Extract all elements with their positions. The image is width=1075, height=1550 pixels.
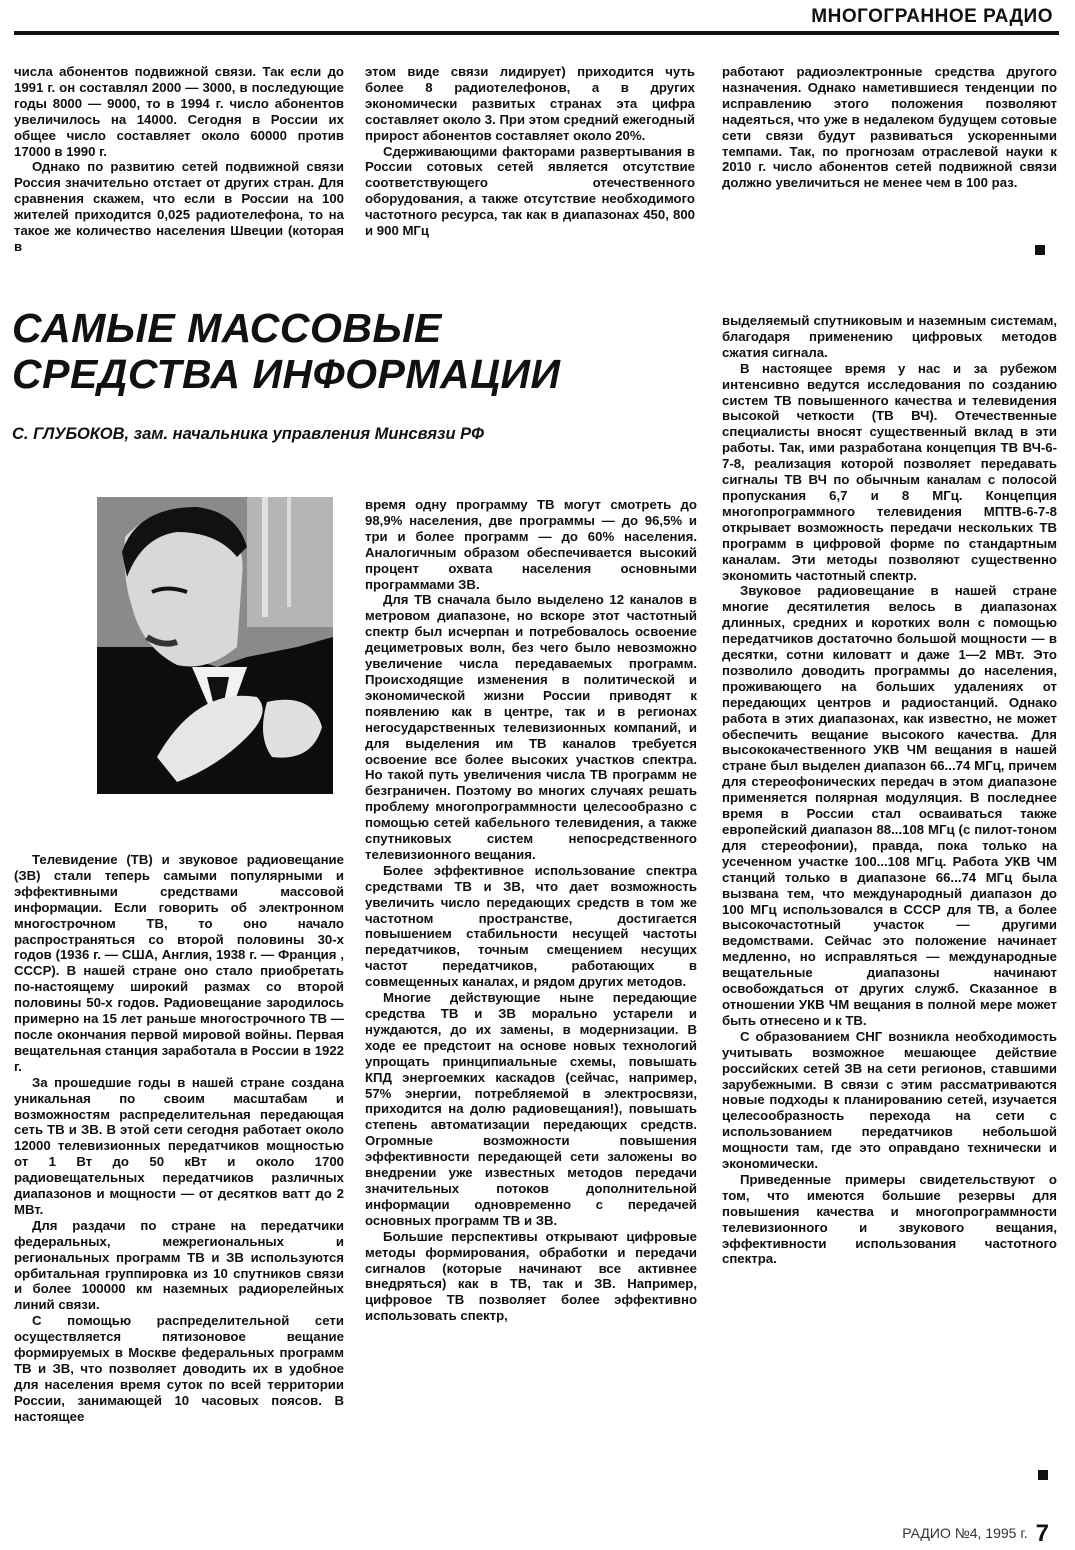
paragraph: В настоящее время у нас и за рубежом интенсивно ведутся исследования по созданию систем ТВ повышенного качества и телевидения высокой четкости (ТВ ВЧ). Отечественные специалисты вносят существенный вклад в эти работы. Так, ими разработана концепция ТВ ВЧ-6-7-8, реализация которой позволяет передавать сигналы ТВ ВЧ по обычным каналам с полосой пропускания 6,7 и 8 МГц. Концепция многопрограммного телевидения МПТВ-6-7-8 открывает возможность передачи нескольких ТВ программ в цифровой форме по стандартным каналам. Эти методы позволяют существенно экономить частотный спектр. (722, 360, 1057, 583)
page-footer (902, 1520, 1049, 1548)
paragraph: время одну программу ТВ могут смотреть до 98,9% населения, две программы — до 96,5% и три и более программ — до 60% населения. Аналогичным образом обеспечивается высокий процент охвата населения основными программами ЗВ. (365, 497, 697, 592)
paragraph: выделяемый спутниковым и наземным системам, благодаря применению цифровых методов сжатия сигнала. (722, 313, 1057, 360)
paragraph: этом виде связи лидирует) приходится чуть более 8 радиотелефонов, а в других экономически развитых странах эта цифра составляет около 3. При этом средний ежегодный прирост абонентов составляет около 20%. (365, 64, 695, 143)
article-column-2 (365, 497, 697, 1324)
paragraph: Телевидение (ТВ) и звуковое радиовещание (ЗВ) стали теперь самыми популярными и эффективными средствами массовой информации. Если говорить об электронном многострочном ТВ, то оно начало распространяться со второй половины 30-х годов (1936 г. — США, Англия, 1938 г. — Франция , СССР). В нашей стране оно стало приобретать по-настоящему широкий размах со второй половины 50-х годов. Радиовещание зародилось примерно на 15 лет раньше многострочного ТВ — после окончания первой мировой войны. Первая вещательная станция заработала в России в 1922 г. (14, 852, 344, 1074)
paragraph: Многие действующие ныне передающие средства ТВ и ЗВ морально устарели и нуждаются, до их замены, в модернизации. В ходе ее предстоит на основе новых технологий упрощать принципиальные схемы, повышать КПД энергоемких каскадов (сейчас, например, 57% энергии, потребляемой в электросвязи, приходится на долю радиовещания!), повышать степень автоматизации передающих средств. Огромные возможности повышения эффективности передающей сети заложены во внедрении уже известных методов передачи значительных потоков дополнительной информации одновременно с передачей основных программ ТВ и ЗВ. (365, 990, 697, 1228)
paragraph: Сдерживающими факторами развертывания в России сотовых сетей является отсутствие соответствующего отечественного оборудования, а также отсутствие необходимого частотного ресурса, так как в диапазонах 450, 800 и 900 МГц (365, 143, 695, 239)
paragraph: Для ТВ сначала было выделено 12 каналов в метровом диапазоне, но вскоре этот частотный спектр был исчерпан и потребовалось освоение дециметровых волн, без чего было невозможно увеличение числа передаваемых программ. Происходящие изменения в политической и экономической жизни России приводят к появлению как в центре, так и в регионах негосударственных телевизионных компаний, и для выделения им ТВ каналов требуется освоение все более высоких участков спектра. Но такой путь увеличения числа ТВ программ не безграничен. Поэтому во многих случаях решать проблему многопрограммности целесообразно с помощью сетей кабельного телевидения, а также спутниковых систем непосредственного телевизионного вещания. (365, 592, 697, 862)
top-column-3 (722, 64, 1057, 191)
page-number: 7 (1035, 1520, 1049, 1547)
end-of-article-mark (1035, 245, 1045, 255)
paragraph: Приведенные примеры свидетельствуют о том, что имеются большие резервы для повышения качества и многопрограммности телевизионного и звукового вещания, эффективности использования частотного спектра. (722, 1171, 1057, 1267)
paragraph: работают радиоэлектронные средства другого назначения. Однако наметившиеся тенденции по исправлению этого положения позволяют надеяться, что уже в недалеком будущем сотовые сети связи будут развиваться ускоренными темпами. Так, по прогнозам отраслевой науки к 2010 г. число абонентов сетей подвижной связи должно увеличиться не менее чем в 100 раз. (722, 64, 1057, 191)
article-column-1 (14, 852, 344, 1425)
byline (12, 425, 484, 444)
end-of-article-mark (1038, 1470, 1048, 1480)
paragraph: За прошедшие годы в нашей стране создана уникальная по своим масштабам и возможностям распределительная передающая сеть ТВ и ЗВ. В этой сети сегодня работает около 12000 телевизионных передатчиков мощностью от 1 Вт до 50 кВт и около 1700 радиовещательных передатчиков различных диапазонов и мощности — от десятков ватт до 2 МВт. (14, 1074, 344, 1217)
headline-line: СРЕДСТВА ИНФОРМАЦИИ (12, 351, 561, 397)
top-column-2 (365, 64, 695, 239)
portrait-image (97, 497, 333, 794)
article-column-3 (722, 313, 1057, 1267)
article-headline (12, 305, 561, 397)
paragraph: Для раздачи по стране на передатчики федеральных, межрегиональных и региональных программ ТВ и ЗВ используются орбитальная группировка из 10 спутников связи и более 100000 км наземных радиорелейных линий связи. (14, 1217, 344, 1313)
paragraph: числа абонентов подвижной связи. Так если до 1991 г. он составлял 2000 — 3000, в последующие годы 8000 — 9000, то в 1994 г. число абонентов увеличилось на 14000. Сегодня в России их общее число составляет около 60000 против 17000 в 1990 г. (14, 64, 344, 159)
paragraph: Более эффективное использование спектра средствами ТВ и ЗВ, что дает возможность увеличить число передающих средств в том же частотном пространстве, достигается повышением стабильности несущей частоты передатчиков, точным смещением несущих частот передатчиков, работающих в совмещенных каналах, и рядом других методов. (365, 862, 697, 990)
header-rule (14, 31, 1059, 35)
issue-label: РАДИО №4, 1995 г. (902, 1525, 1028, 1541)
author-photo (97, 497, 333, 794)
paragraph: Звуковое радиовещание в нашей стране многие десятилетия велось в диапазонах длинных, средних и коротких волн с помощью передатчиков достаточно большой мощности — в десятки, сотни киловатт и даже 1—2 МВт. Это позволило доводить программы до населения, проживающего на больших удалениях от передающих центров и радиостанций. Однако работа в этих диапазонах, как известно, не может обеспечить вещание высокого качества. Для высококачественного УКВ ЧМ вещания в нашей стране был выделен диапазон 66...74 МГц, причем для стереофонических передач в этом диапазоне применяется полярная модуляция. В последнее время в России стал осваиваться также европейский диапазон 88...108 МГц (с пилот-тоном для стереофонии), правда, пока только на усеченном участке 100...108 МГц. Работа УКВ ЧМ станций только в диапазоне 66...74 МГц была вызвана тем, что международный диапазон до 100 МГц использовался в СССР для ТВ, а более высокочастотный участок — другими ведомствами. Сейчас это положение начинает медленно, но исправляться — международные вещательные диапазоны начинают освобождаться от других служб. Сказанное в отношении УКВ ЧМ вещания в полной мере может быть отнесено и к ТВ. (722, 583, 1057, 1028)
paragraph: С образованием СНГ возникла необходимость учитывать возможное мешающее действие российских сетей ЗВ на сети регионов, ставшими зарубежными. В связи с этим рассматриваются новые подходы к планированию сетей, изучается целесообразность перехода на сети с использованием передатчиков небольшой мощности там, где это оправдано технически и экономически. (722, 1028, 1057, 1172)
top-column-1 (14, 64, 344, 255)
paragraph: С помощью распределительной сети осуществляется пятизоновое вещание формируемых в Москве федеральных программ ТВ и ЗВ, что позволяет доводить их в удобное для населения время суток по всей территории России, занимающей 10 часовых поясов. В настоящее (14, 1313, 344, 1424)
author-role: зам. начальника управления Минсвязи РФ (133, 425, 485, 443)
paragraph: Однако по развитию сетей подвижной связи Россия значительно отстает от других стран. Для сравнения скажем, что если в России на 100 жителей приходится 0,025 радиотелефона, то на такое же количество населения Швеции (которая в (14, 159, 344, 254)
paragraph: Большие перспективы открывают цифровые методы формирования, обработки и передачи сигналов (которые начинают все активнее внедряться) как в ТВ, так и ЗВ. Например, цифровое ТВ позволяет более эффективно использовать спектр, (365, 1228, 697, 1324)
section-title: МНОГОГРАННОЕ РАДИО (811, 6, 1053, 27)
author-name: С. ГЛУБОКОВ, (12, 425, 130, 443)
headline-line: САМЫЕ МАССОВЫЕ (12, 305, 442, 351)
